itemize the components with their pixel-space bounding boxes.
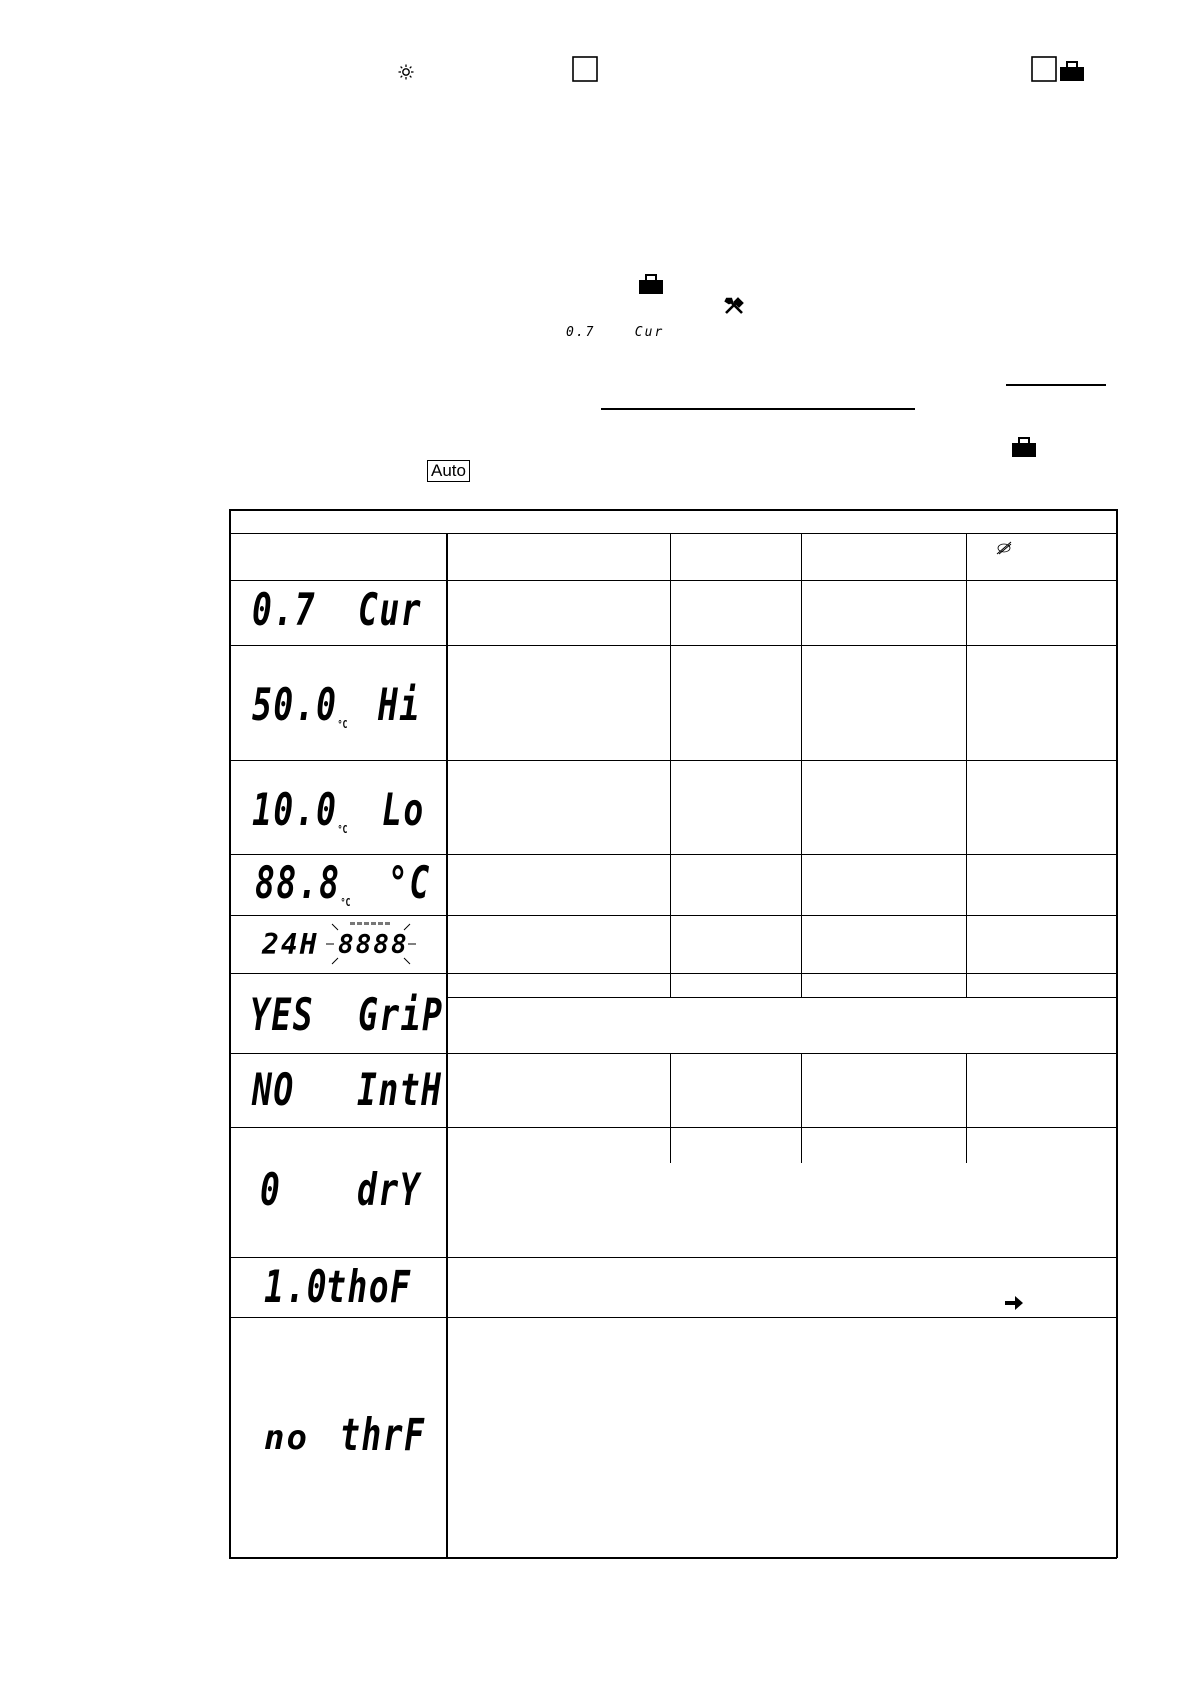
table-row <box>264 1262 328 1313</box>
lcd-value: no <box>264 1418 309 1458</box>
pencil-icon <box>996 541 1012 555</box>
suitcase-icon <box>1012 437 1036 457</box>
auto-mode-label: Auto <box>427 460 470 482</box>
arrow-right-icon <box>1004 1294 1024 1312</box>
lcd-value: 50.0 <box>252 680 338 731</box>
lcd-code: IntH <box>357 1065 443 1116</box>
table-row <box>250 990 314 1041</box>
lcd-code: 8888 <box>338 930 409 960</box>
table-row <box>255 858 350 909</box>
lcd-unit: °C <box>340 896 351 909</box>
blinking-indicator-icon <box>326 920 416 966</box>
lcd-value: 88.8 <box>255 858 341 909</box>
lcd-code: Cur <box>358 585 423 636</box>
lcd-code: Lo <box>382 785 425 836</box>
moon-icon <box>572 56 598 82</box>
lcd-value: NO <box>252 1065 295 1116</box>
inline-lcd-readout <box>566 325 664 340</box>
table-row <box>262 928 319 961</box>
suitcase-icon <box>639 274 663 294</box>
table-row <box>252 785 347 836</box>
lcd-code: GriP <box>358 990 444 1041</box>
lcd-unit: °C <box>337 823 348 836</box>
lcd-value: 0.7 <box>252 585 317 636</box>
lcd-unit: °C <box>337 718 348 731</box>
lcd-value: 24H <box>262 928 319 961</box>
underline-middle <box>601 408 915 410</box>
lcd-code: °C <box>388 858 431 909</box>
table-row <box>252 680 347 731</box>
inline-lcd-value: 0.7 <box>566 325 596 340</box>
lcd-code: thoF <box>326 1262 412 1313</box>
lcd-value: 10.0 <box>252 785 338 836</box>
table-row <box>260 1165 281 1216</box>
lcd-code: drY <box>357 1165 422 1216</box>
table-row <box>264 1418 309 1458</box>
tools-icon <box>724 297 744 315</box>
moon-suitcase-icon <box>1031 56 1085 82</box>
lcd-value: 0 <box>260 1165 282 1216</box>
table-row <box>252 1065 295 1116</box>
lcd-code: thrF <box>340 1410 426 1461</box>
inline-lcd-code: Cur <box>634 325 665 340</box>
lcd-value: 1.0 <box>264 1262 329 1313</box>
lcd-code: Hi <box>378 680 421 731</box>
underline-right <box>1006 384 1106 386</box>
lcd-value: YES <box>250 990 315 1041</box>
sun-icon <box>398 64 414 80</box>
table-row <box>252 585 316 636</box>
